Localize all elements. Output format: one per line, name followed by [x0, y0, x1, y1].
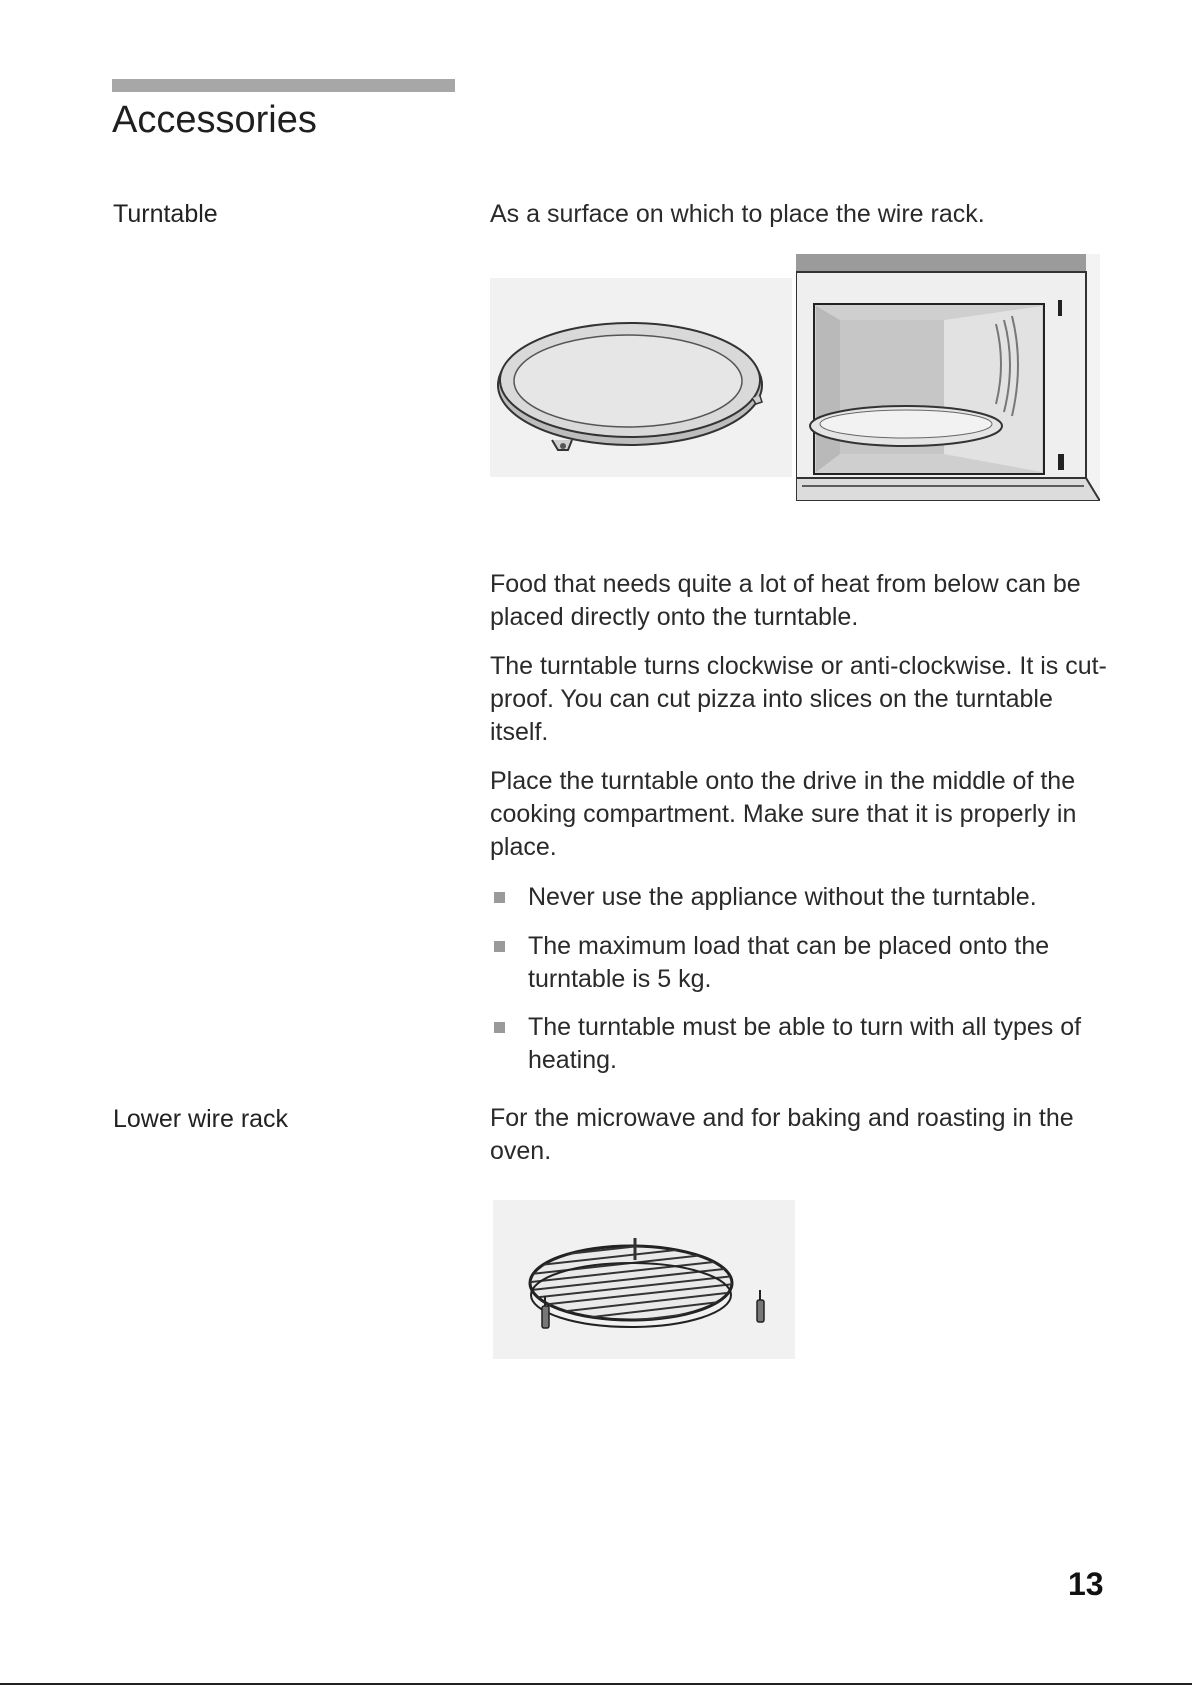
turntable-paragraph-1: Food that needs quite a lot of heat from below can be placed directly onto the turntable.	[490, 570, 1081, 631]
square-bullet-icon	[494, 1022, 505, 1033]
turntable-intro: As a surface on which to place the wire rack.	[490, 200, 985, 228]
wire-rack-illustration	[493, 1200, 795, 1359]
oven-compartment-illustration	[796, 254, 1100, 501]
bullet-item	[490, 881, 1110, 914]
bullet-item	[490, 1011, 1110, 1077]
lower-wire-rack-intro: For the microwave and for baking and roasting in the oven.	[490, 1104, 1074, 1165]
bullet-text: The maximum load that can be placed onto the turntable is 5 kg.	[528, 932, 1050, 993]
turntable-paragraph-2: The turntable turns clockwise or anti-clockwise. It is cut-proof. You can cut pizza into slices on the turntable itself.	[490, 652, 1107, 746]
square-bullet-icon	[494, 941, 505, 952]
turntable-label: Turntable	[113, 200, 218, 228]
page-title: Accessories	[112, 99, 317, 141]
turntable-plate-illustration	[490, 278, 792, 477]
bullet-text: The turntable must be able to turn with all types of heating.	[528, 1013, 1082, 1074]
oven-compartment-icon	[796, 254, 1100, 501]
square-bullet-icon	[494, 892, 505, 903]
lower-wire-rack-label: Lower wire rack	[113, 1105, 289, 1133]
bullet-item	[490, 930, 1110, 996]
bullet-text: Never use the appliance without the turntable.	[528, 883, 1037, 911]
header-rule	[112, 79, 455, 92]
turntable-paragraph-3: Place the turntable onto the drive in the middle of the cooking compartment. Make sure that it is properly in place.	[490, 767, 1077, 861]
page-number: 13	[1068, 1566, 1104, 1602]
